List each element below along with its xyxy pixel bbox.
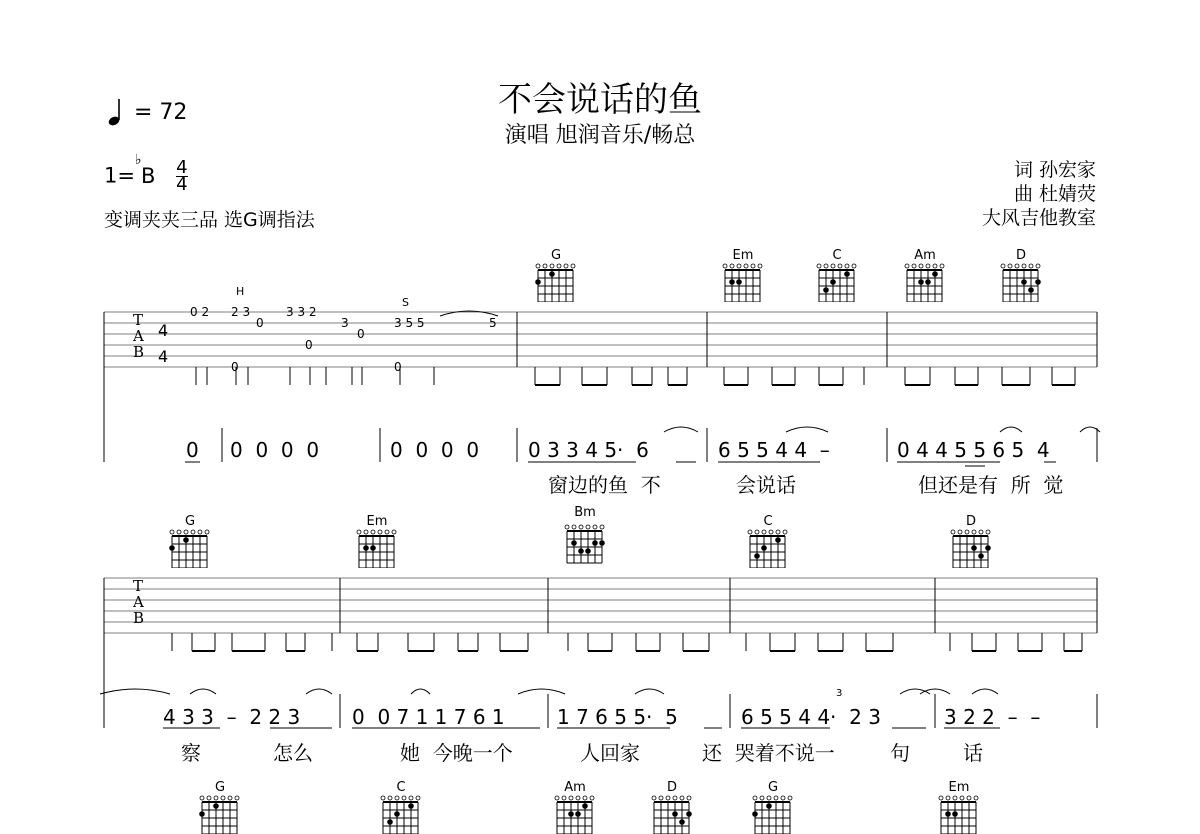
chord-name: G — [184, 514, 196, 529]
tab-fret-number: 2 3 — [231, 305, 251, 319]
chord-name: D — [666, 780, 677, 795]
slur — [664, 427, 698, 432]
chord-name: Em — [366, 514, 388, 529]
hammer-on-mark: H — [236, 285, 245, 298]
lyric-line: 但还是有 所 觉 — [918, 473, 1064, 497]
chord-name: C — [763, 514, 773, 529]
jianpu-measure: 0 4 4 5 5 6 5 4 — [897, 438, 1050, 462]
tab-letter: B — [133, 609, 145, 627]
tab-letter: B — [133, 343, 145, 361]
slur — [518, 689, 565, 694]
slur — [920, 689, 950, 694]
lyric-line: 她 今晚一个 — [400, 741, 513, 765]
tab-letter: T — [133, 311, 144, 329]
composer: 曲 杜婧荧 — [1013, 183, 1096, 205]
tab-fret-number: 0 — [256, 316, 264, 330]
slur — [972, 689, 998, 694]
lyric-line: 怎么 — [273, 741, 313, 765]
tab-fret-number: 0 — [231, 360, 239, 374]
jianpu-measure: 6 5 5 4 4 – — [718, 438, 830, 462]
time-numerator: 4 — [158, 321, 169, 340]
slide-mark: S — [402, 296, 409, 309]
slur — [786, 427, 828, 432]
chord-name: G — [550, 248, 562, 263]
slur — [306, 689, 332, 694]
tab-fret-number: 0 — [357, 327, 365, 341]
lyric-line: 人回家 — [580, 741, 640, 765]
time-denominator: 4 — [158, 347, 169, 366]
lyric-line: 还 哭着不说一 — [702, 741, 835, 765]
jianpu-measure: 4 3 3 – 2 2 3 — [163, 705, 301, 729]
lyric-line: 句 — [890, 741, 910, 765]
jianpu-measure: 6 5 5 4 4· 2 3 — [741, 705, 881, 729]
tab-clef — [133, 312, 144, 360]
chord-name: D — [965, 514, 976, 529]
chord-name: Am — [564, 780, 586, 795]
tab-letter: A — [133, 593, 144, 611]
chord-name: Am — [914, 248, 936, 263]
triplet-mark: 3 — [836, 688, 843, 699]
key-prefix: 1= — [104, 163, 135, 188]
chord-name: Em — [948, 780, 970, 795]
jianpu-measure: 0 — [186, 438, 199, 462]
jianpu-measure: 0 0 0 0 — [230, 438, 320, 462]
time-denominator: 4 — [176, 174, 188, 195]
tab-letter: T — [133, 577, 144, 595]
time-numerator: 4 — [176, 157, 188, 178]
lyric-line: 察 — [181, 741, 201, 765]
tab-fret-number: 0 2 — [190, 305, 210, 319]
tab-time-signature — [158, 318, 168, 370]
chord-name: D — [1015, 248, 1026, 263]
key-note: B — [140, 163, 156, 188]
tempo-value: = 72 — [134, 99, 188, 125]
tab-fret-number: 5 — [489, 316, 497, 330]
chord-name: Bm — [574, 505, 596, 520]
song-subtitle: 演唱 旭润音乐/畅总 — [504, 123, 696, 148]
tab-clef — [133, 578, 144, 626]
flat-sign: ♭ — [134, 151, 142, 168]
chord-name: G — [767, 780, 779, 795]
publisher: 大风吉他教室 — [981, 207, 1096, 229]
chord-name: G — [214, 780, 226, 795]
capo-instruction: 变调夹夹三品 选G调指法 — [104, 209, 315, 231]
tab-letter: A — [133, 327, 144, 345]
slur — [190, 689, 216, 694]
tab-fret-number: 0 — [394, 360, 402, 374]
chord-name: C — [396, 780, 406, 795]
slur — [1000, 427, 1022, 432]
chord-name: Em — [732, 248, 754, 263]
tab-fret-number: 0 — [305, 338, 313, 352]
jianpu-measure: 0 0 0 0 — [390, 438, 480, 462]
lyric-line: 窗边的鱼 不 — [548, 473, 661, 497]
lyric-line: 话 — [963, 741, 983, 765]
slur — [100, 689, 170, 694]
tab-fret-number: 3 3 2 — [286, 305, 317, 319]
jianpu-measure: 0 0 7 1 1 7 6 1 — [352, 705, 505, 729]
tab-fret-number: 3 5 5 — [394, 316, 425, 330]
slur — [411, 689, 430, 694]
tab-fret-number: 3 — [341, 316, 349, 330]
song-title: 不会说话的鱼 — [498, 80, 702, 120]
chord-name: C — [832, 248, 842, 263]
jianpu-measure: 0 3 3 4 5· 6 — [528, 438, 649, 462]
jianpu-measure: 1 7 6 5 5· 5 — [557, 705, 678, 729]
jianpu-measure: 3 2 2 – – — [944, 705, 1041, 729]
lyricist: 词 孙宏家 — [1013, 159, 1096, 181]
slur — [635, 689, 664, 694]
lyric-line: 会说话 — [736, 473, 796, 497]
